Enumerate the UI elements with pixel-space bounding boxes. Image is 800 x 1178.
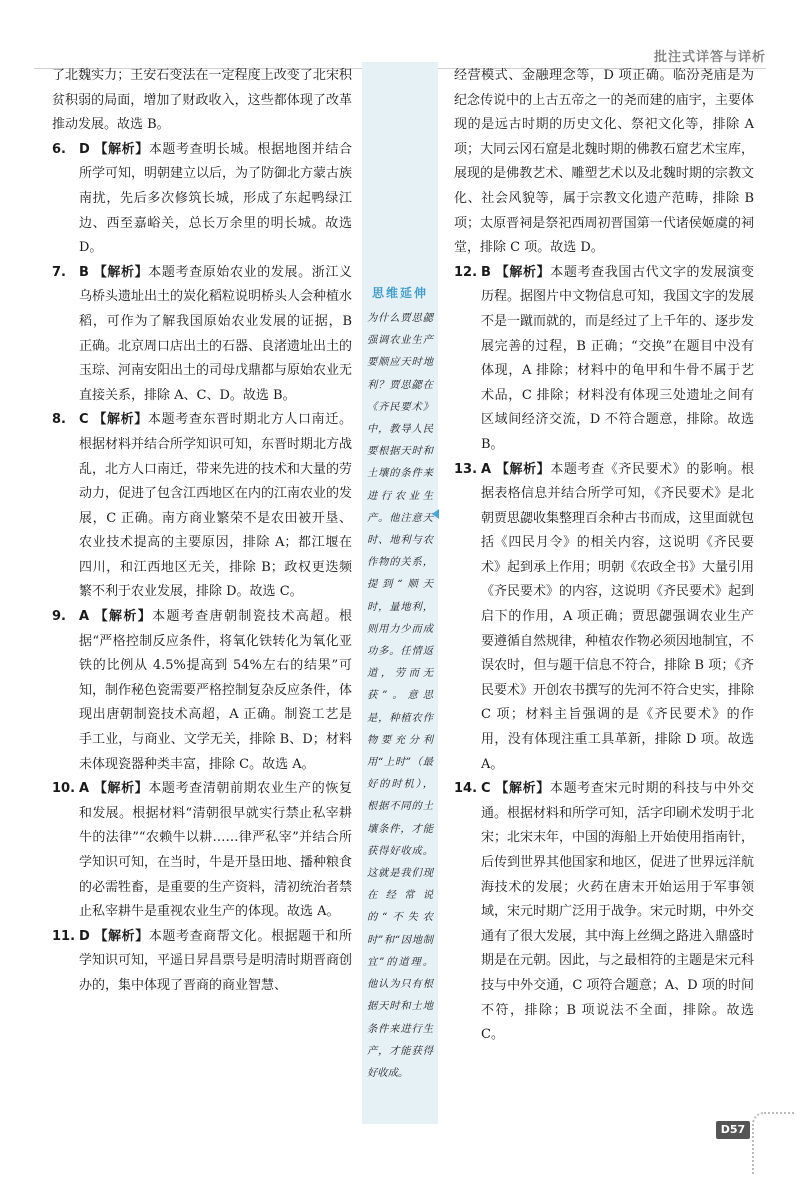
question-number: 8. xyxy=(52,412,66,428)
analysis-tag: 【解析】 xyxy=(94,141,149,157)
margin-note-heading: 思维延伸 xyxy=(371,286,428,300)
analysis-tag: 【解析】 xyxy=(94,928,149,944)
answer-letter: A xyxy=(79,781,90,797)
question-7 xyxy=(52,261,352,409)
question-6 xyxy=(52,138,352,261)
analysis-tag: 【解析】 xyxy=(93,781,149,797)
right-column xyxy=(454,64,754,1048)
question-13 xyxy=(454,458,754,778)
answer-letter: B xyxy=(79,264,89,280)
analysis-tag: 【解析】 xyxy=(93,412,148,428)
analysis-text: 本题考查商帮文化。根据题干和所学知识可知，平遥日昇昌票号是明清时期晋商创办的，集中体现了晋商的商业智慧、 xyxy=(79,928,353,993)
margin-note-panel xyxy=(362,62,438,1124)
question-14 xyxy=(454,777,754,1048)
analysis-tag: 【解析】 xyxy=(495,264,551,280)
analysis-tag: 【解析】 xyxy=(94,609,153,625)
answer-letter: D xyxy=(79,141,90,157)
analysis-text: 本题考查我国古代文字的发展演变历程。据图片中文物信息可知，我国文字的发展不是一蹴而就的，而是经过了上千年的、逐步发展完善的过程，B 正确；“交换”在题目中没有体现，A 排除；材料中的龟甲和牛骨不属于艺术品，C 排除；材料没有体现三处遗址之间有区域间经济交流，D 不符合题意，排除。故选 B。 xyxy=(481,264,755,452)
question-number: 10. xyxy=(52,781,76,797)
question-number: 11. xyxy=(52,928,76,944)
question-number: 12. xyxy=(454,264,478,280)
left-column xyxy=(52,64,352,999)
question-number: 7. xyxy=(52,264,66,280)
answer-letter: C xyxy=(79,412,89,428)
question-number: 9. xyxy=(52,609,66,625)
analysis-text: 本题考查《齐民要术》的影响。根据表格信息并结合所学可知，《齐民要术》是北朝贾思勰收集整理百余种古书而成，这里面就包括《四民月令》的相关内容，这说明《齐民要术》起到承上作用；明朝《农政全书》大量引用《齐民要术》的内容，这说明《齐民要术》起到启下的作用，A 项正确；贾思勰强调农业生产要遵循自然规律，种植农作物必须因地制宜，不误农时，但与题干信息不符合，排除 B 项；《齐民要术》开创农书撰写的先河不符合史实，排除 C 项；材料主旨强调的是《齐民要术》的作用，没有体现注重工具革新，排除 D 项。故选 A。 xyxy=(481,461,755,772)
question-8 xyxy=(52,408,352,605)
analysis-text: 本题考查明长城。根据地图并结合所学可知，明朝建立以后，为了防御北方蒙古族南扰，先后多次修筑长城，形成了东起鸭绿江边、西至嘉峪关，总长万余里的明长城。故选 D。 xyxy=(79,141,353,256)
question-12 xyxy=(454,261,754,458)
analysis-tag: 【解析】 xyxy=(495,461,551,477)
answer-letter: A xyxy=(79,609,90,625)
question-10 xyxy=(52,777,352,925)
question-11 xyxy=(52,925,352,999)
margin-note-text: 为什么贾思勰强调农业生产要顺应天时地利？贾思勰在《齐民要术》中，教导人民要根据天时和土壤的条件来进行农业生产。他注意天时、地利与农作物的关系，提到“顺天时，量地利，则用力少而成功多。任情返道，劳而无获”。意思是，种植农作物要充分利用“上时”（最好的时机），根据不同的土壤条件，才能获得好收成。这就是我们现在经常说的“不失农时”和“因地制宜”的道理。他认为只有根据天时和土地条件来进行生产，才能获得好收成。 xyxy=(367,312,433,1079)
continuation-text: 经营模式、金融理念等，D 项正确。临汾尧庙是为纪念传说中的上古五帝之一的尧而建的庙宇，主要体现的是远古时期的历史文化、祭祀文化等，排除 A 项；大同云冈石窟是北魏时期的佛教石窟艺术宝库，展现的是佛教艺术、雕塑艺术以及北魏时期的宗教文化、社会风貌等，属于宗教文化遗产范畴，排除 B 项；太原晋祠是祭祀西周初晋国第一代诸侯姬虞的祠堂，排除 C 项。故选 D。 xyxy=(454,68,754,256)
page-number: D57 xyxy=(716,1121,750,1139)
answer-letter: D xyxy=(79,928,90,944)
question-number: 6. xyxy=(52,141,66,157)
continuation-text: 了北魏实力；王安石变法在一定程度上改变了北宋积贫积弱的局面，增加了财政收入，这些都体现了改革推动发展。故选 B。 xyxy=(52,68,352,133)
analysis-text: 本题考查原始农业的发展。浙江义乌桥头遗址出土的炭化稻粒说明桥头人会种植水稻，可作为了解我国原始农业发展的证据，B 正确。北京周口店出土的石器、良渚遗址出土的玉琮、河南安阳出土的司母戊鼎都与原始农业无直接关系，排除 A、C、D。故选 B。 xyxy=(79,264,353,403)
question-9 xyxy=(52,605,352,777)
analysis-text: 本题考查东晋时期北方人口南迁。根据材料并结合所学知识可知，东晋时期北方战乱，北方人口南迁，带来先进的技术和大量的劳动力，促进了包含江西地区在内的江南农业的发展，C 正确。南方商业繁荣不是农田被开垦、农业技术提高的主要原因，排除 A；都江堰在四川，和江西地区无关，排除 B；政权更迭频繁不利于农业发展，排除 D。故选 C。 xyxy=(79,412,353,600)
answer-letter: C xyxy=(481,781,491,797)
analysis-tag: 【解析】 xyxy=(495,781,550,797)
question-number: 13. xyxy=(454,461,478,477)
question-number: 14. xyxy=(454,781,478,797)
analysis-text: 本题考查清朝前期农业生产的恢复和发展。根据材料“清朝很早就实行禁止私宰耕牛的法律”“农赖牛以耕……律严私宰”并结合所学知识可知，在当时，牛是开垦田地、播种粮食的必需牲畜，是重要的生产资料，清初统治者禁止私宰耕牛是重视农业生产的体现。故选 A。 xyxy=(79,781,353,920)
answer-letter: A xyxy=(481,461,492,477)
analysis-text: 本题考查唐朝制瓷技术高超。根据“严格控制反应条件，将氧化铁转化为氧化亚铁的比例从 4.5%提高到 54%左右的结果”可知，制作秘色瓷需要严格控制复杂反应条件，体现出唐朝制瓷技术高超，A 正确。制瓷工艺是手工业，与商业、文学无关，排除 B、D；材料未体现瓷器种类丰富，排除 C。故选 A。 xyxy=(79,609,353,772)
analysis-tag: 【解析】 xyxy=(93,264,149,280)
header-title: 批注式详答与详析 xyxy=(653,50,766,65)
analysis-text: 本题考查宋元时期的科技与中外交通。根据材料和所学可知，活字印刷术发明于北宋；北宋末年，中国的海船上开始使用指南针，后传到世界其他国家和地区，促进了世界远洋航海技术的发展；火药在唐末开始运用于军事领域，宋元时期广泛用于战争。宋元时期，中外交通有了很大发展，其中海上丝绸之路进入鼎盛时期是在元朝。因此，与之最相符的主题是宋元科技与中外交通，C 项符合题意；A、D 项的时间不符，排除；B 项说法不全面，排除。故选 C。 xyxy=(481,781,755,1043)
pointer-arrow-icon xyxy=(432,509,439,519)
answer-letter: B xyxy=(481,264,491,280)
corner-decoration xyxy=(752,1112,794,1174)
